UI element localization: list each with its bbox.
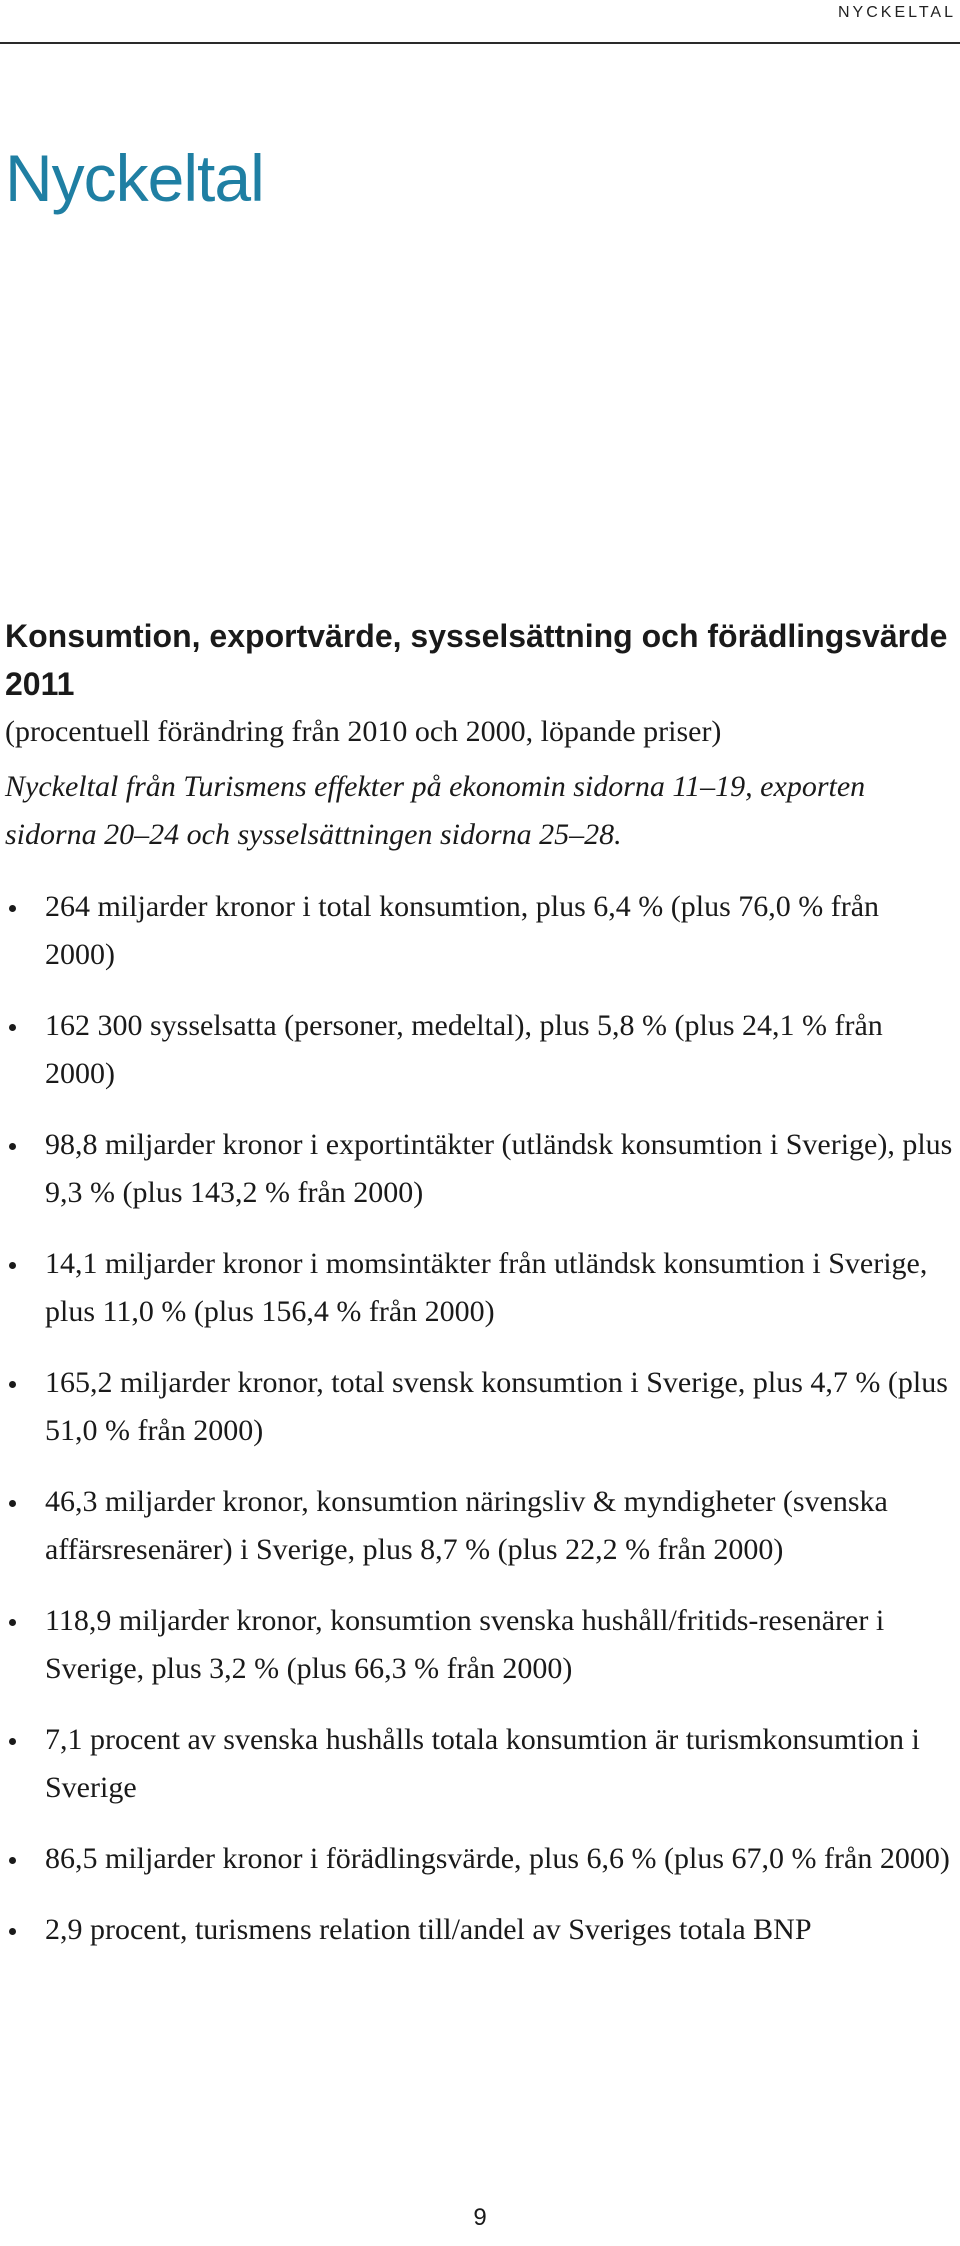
bullet-icon: [9, 1262, 16, 1269]
list-item: [5, 1359, 955, 1455]
list-item-text: 7,1 procent av svenska hushålls totala konsumtion är turismkonsumtion i Sverige: [45, 1723, 920, 1804]
running-header: [0, 0, 960, 44]
list-item: [5, 1478, 955, 1574]
list-item-text: 264 miljarder kronor i total konsumtion, plus 6,4 % (plus 76,0 % från 2000): [45, 890, 880, 971]
list-item-text: 165,2 miljarder kronor, total svensk konsumtion i Sverige, plus 4,7 % (plus 51,0 % från 2000): [45, 1366, 948, 1447]
section-heading: Konsumtion, exportvärde, sysselsättning och förädlingsvärde 2011: [5, 618, 948, 702]
bullet-icon: [9, 1381, 16, 1388]
bullet-icon: [9, 905, 16, 912]
list-item-text: 46,3 miljarder kronor, konsumtion näringsliv & myndigheter (svenska affärsresenärer) i Sverige, plus 8,7 % (plus 22,2 % från 2000): [45, 1485, 888, 1566]
list-item-text: 162 300 sysselsatta (personer, medeltal), plus 5,8 % (plus 24,1 % från 2000): [45, 1009, 883, 1090]
list-item-text: 86,5 miljarder kronor i förädlingsvärde, plus 6,6 % (plus 67,0 % från 2000): [45, 1842, 950, 1875]
list-item: [5, 1002, 955, 1098]
list-item: [5, 1906, 955, 1954]
list-item-text: 2,9 procent, turismens relation till/andel av Sveriges totala BNP: [45, 1913, 812, 1946]
bullet-icon: [9, 1857, 16, 1864]
bullet-icon: [9, 1500, 16, 1507]
list-item-text: 118,9 miljarder kronor, konsumtion svenska hushåll/fritids-resenärer i Sverige, plus 3,2 % (plus 66,3 % från 2000): [45, 1604, 885, 1685]
list-item: [5, 883, 955, 979]
page-number: 9: [473, 2204, 487, 2231]
list-item: [5, 1835, 955, 1883]
section-intro: Nyckeltal från Turismens effekter på ekonomin sidorna 11–19, exporten sidorna 20–24 och sysselsättningen sidorna 25–28.: [5, 770, 866, 851]
bullet-icon: [9, 1738, 16, 1745]
chapter-title: Nyckeltal: [5, 141, 264, 215]
bullet-icon: [9, 1928, 16, 1935]
running-header-title: NYCKELTAL: [838, 4, 956, 21]
list-item: [5, 1240, 955, 1336]
section-content: [5, 612, 955, 1977]
list-item-text: 98,8 miljarder kronor i exportintäkter (utländsk konsumtion i Sverige), plus 9,3 % (plus 143,2 % från 2000): [45, 1128, 953, 1209]
list-item: [5, 1716, 955, 1812]
bullet-icon: [9, 1024, 16, 1031]
bullet-icon: [9, 1143, 16, 1150]
list-item: [5, 1121, 955, 1217]
bullet-icon: [9, 1619, 16, 1626]
list-item-text: 14,1 miljarder kronor i momsintäkter från utländsk konsumtion i Sverige, plus 11,0 % (plus 156,4 % från 2000): [45, 1247, 928, 1328]
list-item: [5, 1597, 955, 1693]
section-subheading: (procentuell förändring från 2010 och 2000, löpande priser): [5, 715, 722, 748]
key-figures-list: [5, 883, 955, 1954]
